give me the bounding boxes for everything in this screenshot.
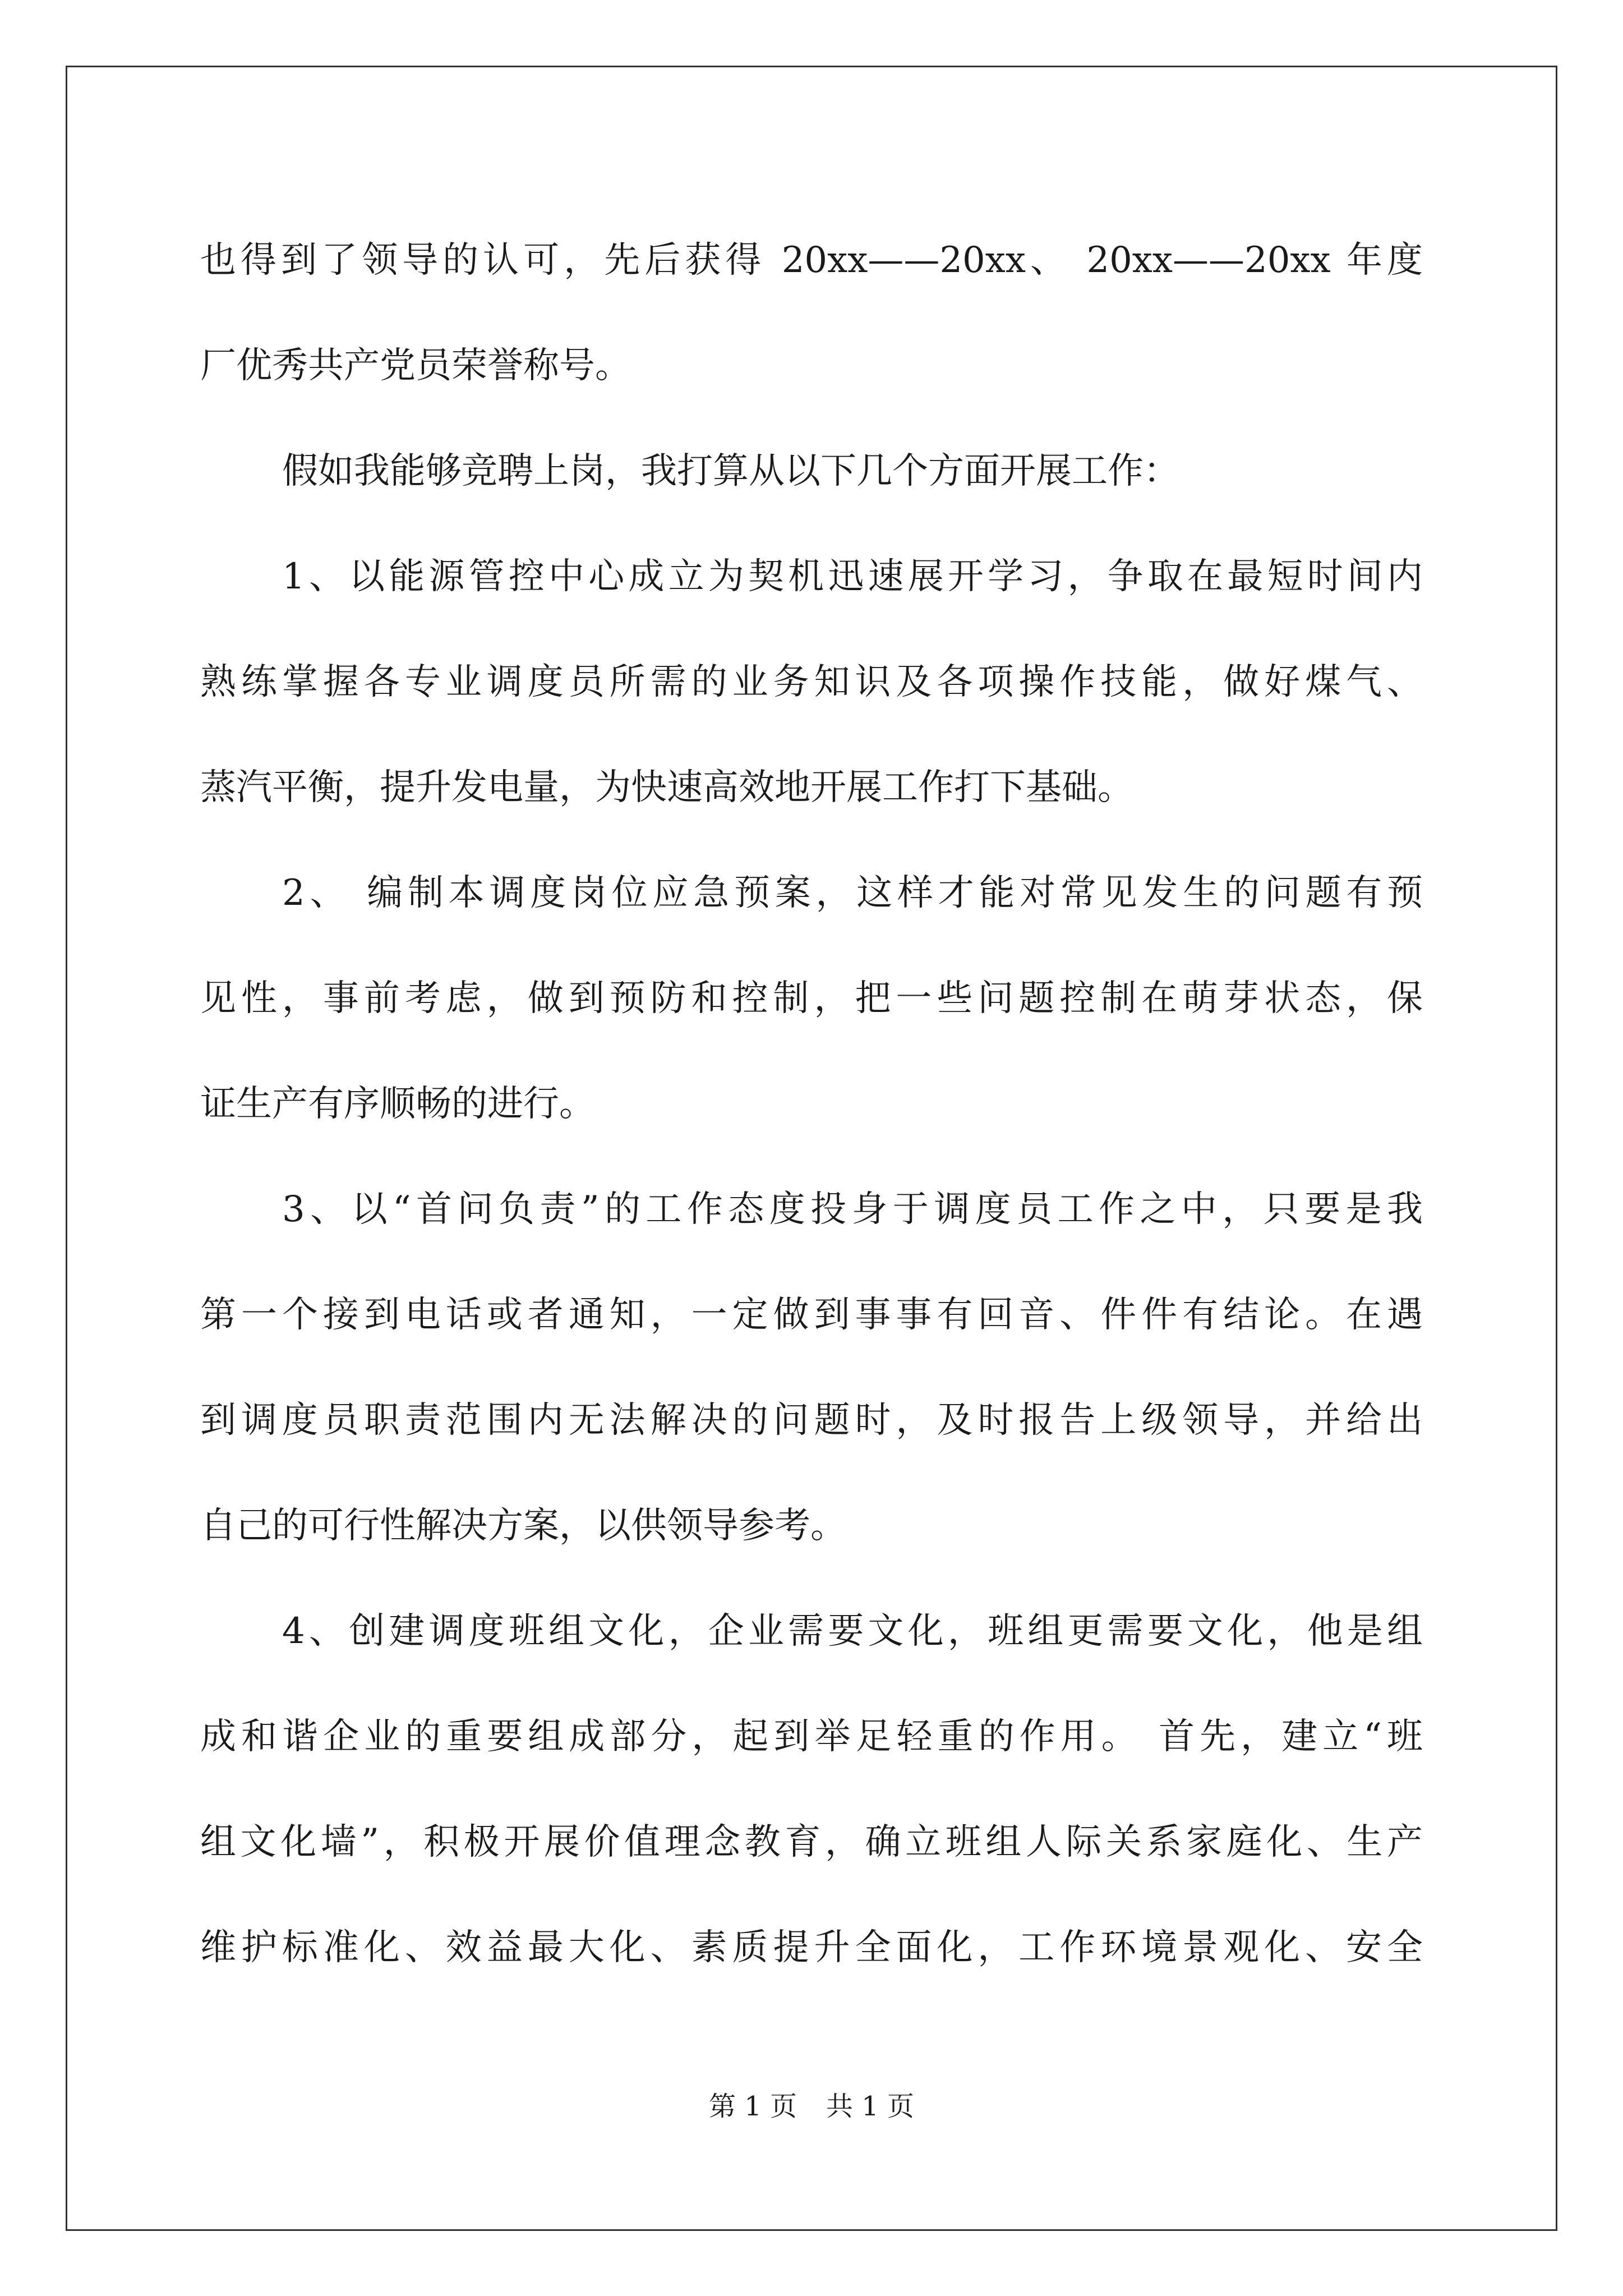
text-line-17: 维护标准化、效益最大化、素质提升全面化，工作环境景观化、安全 <box>200 1927 1423 1968</box>
text-line-16: 组文化墙”，积极开展价值理念教育，确立班组人际关系家庭化、生产 <box>200 1821 1423 1863</box>
text-line-1: 也得到了领导的认可，先后获得 20xx——20xx、 20xx——20xx 年度 <box>200 240 1423 281</box>
page-footer <box>0 2090 1623 2123</box>
text-line-11: 第一个接到电话或者通知，一定做到事事有回音、件件有结论。在遇 <box>200 1294 1423 1336</box>
text-line-4: 1、以能源管控中心成立为契机迅速展开学习，争取在最短时间内 <box>282 556 1423 597</box>
text-line-13: 自己的可行性解决方案，以供领导参考。 <box>200 1505 846 1547</box>
text-line-15: 成和谐企业的重要组成部分，起到举足轻重的作用。 首先，建立“班 <box>200 1716 1423 1757</box>
page-total: 共 1 页 <box>826 2091 915 2122</box>
text-line-14: 4、创建调度班组文化，企业需要文化，班组更需要文化，他是组 <box>282 1611 1423 1652</box>
text-line-5: 熟练掌握各专业调度员所需的业务知识及各项操作技能，做好煤气、 <box>200 661 1423 703</box>
document-body <box>200 208 1423 2000</box>
text-line-8: 见性，事前考虑，做到预防和控制，把一些问题控制在萌芽状态，保 <box>200 978 1423 1019</box>
text-line-12: 到调度员职责范围内无法解决的问题时，及时报告上级领导，并给出 <box>200 1400 1423 1441</box>
text-line-7: 2、 编制本调度岗位应急预案，这样才能对常见发生的问题有预 <box>282 872 1423 914</box>
text-line-6: 蒸汽平衡，提升发电量，为快速高效地开展工作打下基础。 <box>200 767 1133 808</box>
text-line-10: 3、以“首问负责”的工作态度投身于调度员工作之中，只要是我 <box>282 1189 1423 1230</box>
text-line-9: 证生产有序顺畅的进行。 <box>200 1083 595 1125</box>
text-line-2: 厂优秀共产党员荣誉称号。 <box>200 345 631 386</box>
text-line-3: 假如我能够竞聘上岗，我打算从以下几个方面开展工作： <box>282 450 1179 492</box>
page-number: 第 1 页 <box>708 2091 797 2122</box>
